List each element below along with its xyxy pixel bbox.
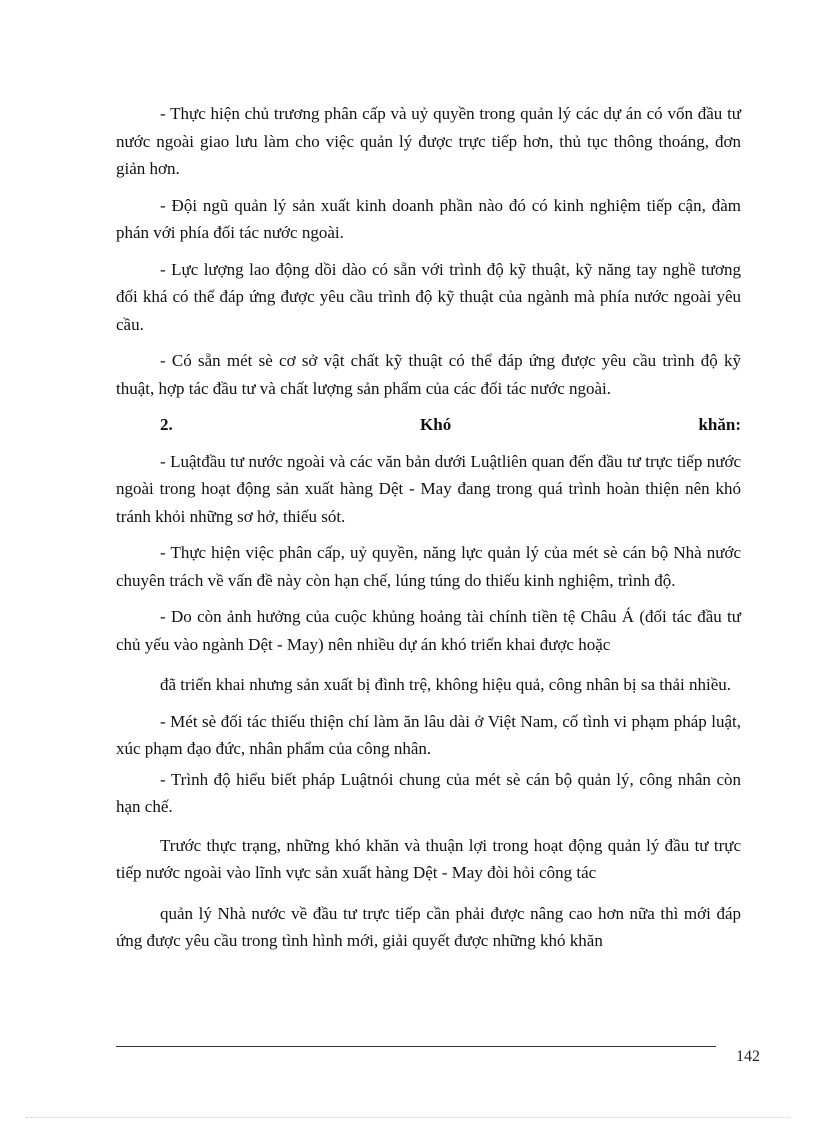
paragraph-decentralization: - Thực hiện chủ trương phân cấp và uỷ quyền trong quản lý các dự án có vốn đầu tư nước ngoài giao lưu làm cho việc quản lý được trực tiếp hơn, thủ tục thông thoáng, đơn giản hơn.: [116, 104, 741, 178]
footer-rule: [116, 1046, 716, 1047]
paragraph-capacity-limits: - Thực hiện việc phân cấp, uỷ quyền, năng lực quản lý của mét sè cán bộ Nhà nước chuyên trách về vấn đề này còn hạn chế, lúng túng do thiếu kinh nghiệm, trình độ.: [116, 543, 741, 590]
paragraph-asian-crisis-continued: đã triển khai nhưng sản xuất bị đình trệ, không hiệu quả, công nhân bị sa thải nhiều.: [160, 675, 732, 694]
paragraph-legal-awareness: - Trình độ hiểu biết pháp Luậtnói chung của mét sè cán bộ quản lý, công nhân còn hạn chế.: [116, 769, 741, 816]
paragraph-infrastructure: - Có sẵn mét sè cơ sở vật chất kỹ thuật có thể đáp ứng được yêu cầu trình độ kỹ thuật, hợp tác đầu tư và chất lượng sản phẩm của các đối tác nước ngoài.: [116, 351, 741, 398]
paragraph-labor-force: - Lực lượng lao động dồi dào có sẵn với trình độ kỹ thuật, kỹ năng tay nghề tương đối khá có thể đáp ứng được yêu cầu trình độ kỹ thuật của ngành mà phía nước ngoài yêu cầu.: [116, 259, 741, 334]
paragraph-conclusion: Trước thực trạng, những khó khăn và thuận lợi trong hoạt động quản lý đầu tư trực tiếp nước ngoài vào lĩnh vực sản xuất hàng Dệt - May đòi hỏi công tác: [116, 835, 741, 882]
paragraph-conclusion-continued: quản lý Nhà nước về đầu tư trực tiếp cần phải được nâng cao hơn nữa thì mới đáp ứng được yêu cầu trong tình hình mới, giải quyết được những khó khăn: [116, 903, 741, 950]
paragraph-partner-violations: - Mét sè đối tác thiếu thiện chí làm ăn lâu dài ở Việt Nam, cố tình vi phạm pháp luật, xúc phạm đạo đức, nhân phẩm của công nhân.: [116, 711, 741, 758]
page-number: 142: [736, 1048, 760, 1065]
page-body: [116, 100, 741, 955]
section-heading-difficulties: 2. Khó khăn:: [160, 415, 741, 434]
paragraph-management-team: - Đội ngũ quản lý sản xuất kinh doanh phần nào đó có kinh nghiệm tiếp cận, đàm phán với phía đối tác nước ngoài.: [116, 195, 741, 242]
paragraph-asian-crisis: - Do còn ảnh hưởng của cuộc khủng hoảng tài chính tiền tệ Châu Á (đối tác đầu tư chủ yếu vào ngành Dệt - May) nên nhiều dự án khó triển khai được hoặc: [116, 607, 741, 654]
paragraph-legal-framework: - Luậtđầu tư nước ngoài và các văn bản dưới Luậtliên quan đến đầu tư trực tiếp nước ngoài trong hoạt động sản xuất hàng Dệt - May đang trong quá trình hoàn thiện nên khó tránh khỏi những sơ hở, thiếu sót.: [116, 451, 741, 526]
page-bottom-border: [26, 1117, 790, 1118]
